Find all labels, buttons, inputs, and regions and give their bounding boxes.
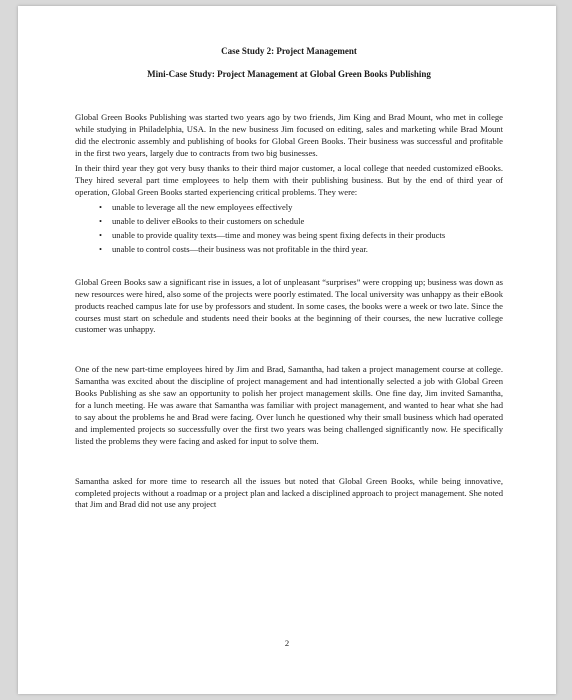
paragraph-issues: Global Green Books saw a significant rise in issues, a lot of unpleasant “surprises” were cropping up; business was down as new resources were hired, also some of the projects were poorly estimated. The local university was unhappy as their eBook products reached campus late for use by professors and student. In some cases, the books were a week or two late. Since the courses must start on schedule and students need their books at the beginning of their courses, the new lucrative college customer was unhappy.: [75, 276, 503, 335]
list-item: [101, 216, 503, 228]
paragraph-research: Samantha asked for more time to research all the issues but noted that Global Green Books, while being innovative, completed projects without a roadmap or a project plan and lacked a disciplined approach to project management. She noted that Jim and Brad did not use any project: [75, 475, 503, 510]
list-item: [101, 230, 503, 242]
list-item-text: unable to provide quality texts—time and money was being spent fixing defects in their products: [112, 229, 446, 240]
paragraph-third-year: In their third year they got very busy thanks to their third major customer, a local college that needed customized eBooks. They hired several part time employees to help them with their publishing business. But by the end of third year of operation, Global Green Books started experiencing critical problems. They were:: [75, 163, 503, 198]
list-item: [101, 202, 503, 214]
bullet-icon: •: [99, 229, 103, 240]
paragraph-samantha: One of the new part-time employees hired by Jim and Brad, Samantha, had taken a project management course at college. Samantha was excited about the discipline of project management and had intentionally selected a job with Global Green Books Publishing as she saw an opportunity to polish her project management skills. One fine day, Jim invited Samantha, for a lunch meeting. He was aware that Samantha was familiar with project management, and wanted to hear what she had to say about the problems he and Brad were facing. Over lunch he questioned why their small business which had operated and implemented projects so successfully over the first two years was being challenged significantly now. He specifically listed the problems they were facing and asked for input to solve them.: [75, 364, 503, 446]
list-item-text: unable to control costs—their business was not profitable in the third year.: [112, 243, 368, 254]
document-title: Case Study 2: Project Management: [221, 46, 357, 56]
list-item-text: unable to deliver eBooks to their customers on schedule: [112, 216, 305, 227]
paragraph-intro: Global Green Books Publishing was started two years ago by two friends, Jim King and Brad Mount, who met in college while studying in Philadelphia, USA. In the new business Jim focused on editing, sales and marketing while Brad Mount did the electronic assembly and publishing of books for Global Green Books. Their business was successful and profitable in the first two years, largely due to contracts from two big businesses.: [75, 111, 503, 158]
page-number: 2: [284, 638, 290, 648]
problem-list: [75, 202, 503, 256]
bullet-icon: •: [99, 202, 103, 213]
list-item: [101, 244, 503, 256]
list-item-text: unable to leverage all the new employees effectively: [112, 202, 293, 213]
page-content: [75, 46, 503, 511]
bullet-icon: •: [99, 243, 103, 254]
document-subtitle: Mini-Case Study: Project Management at Global Green Books Publishing: [147, 68, 431, 79]
bullet-icon: •: [99, 216, 103, 227]
document-page: [18, 6, 556, 694]
